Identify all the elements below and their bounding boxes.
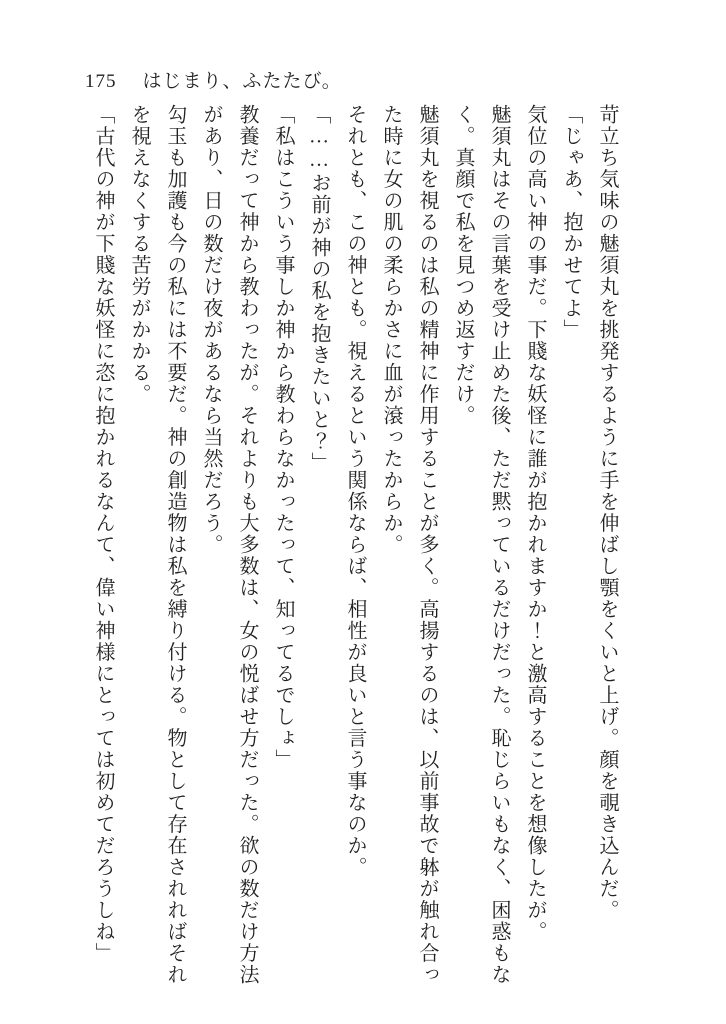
paragraph: 魅須丸はその言葉を受け止めた後、ただ黙っているだけだった。恥じらいもなく、困惑もなく。真顔で私を見つめ返すだけ。: [452, 104, 510, 986]
chapter-title: はじまり、ふたたび。: [142, 71, 342, 92]
paragraph: それとも、この神とも。視えるという関係ならば、相性が良いと言う事なのか。: [344, 104, 366, 878]
paragraph: 気位の高い神の事だ。下賤な妖怪に誰が抱かれますか！と激高することを想像したが。: [524, 104, 546, 943]
running-header: [85, 66, 342, 93]
paragraph: 勾玉も加護も今の私には不要だ。神の創造物は私を縛り付ける。物として存在されればそれを視えなくする苦労がかかる。: [128, 104, 186, 986]
paragraph: 「古代の神が下賤な妖怪に恣に抱かれるなんて、偉い神様にとっては初めてだろうしね」: [92, 104, 114, 964]
paragraph: 教養だって神から教わったが。それよりも大多数は、女の悦ばせ方だった。欲の数だけ方法があり、日の数だけ夜があるなら当然だろう。: [200, 104, 258, 986]
vertical-text-body: [85, 104, 625, 988]
paragraph: 苛立ち気味の魅須丸を挑発するように手を伸ばし顎をくいと上げ。顔を覗き込んだ。: [596, 104, 618, 921]
paragraph: 「じゃあ、抱かせてよ」: [560, 104, 582, 341]
paragraph: 魅須丸を視るのは私の精神に作用することが多く。高揚するのは、以前事故で躰が触れ合った時に女の肌の柔らかさに血が滾ったからか。: [380, 104, 438, 986]
paragraph: 「私はこういう事しか神から教わらなかったって、知ってるでしょ」: [272, 104, 294, 771]
paragraph: 「……お前が神の私を抱きたいと？」: [308, 104, 330, 474]
page-number: 175: [85, 71, 117, 92]
